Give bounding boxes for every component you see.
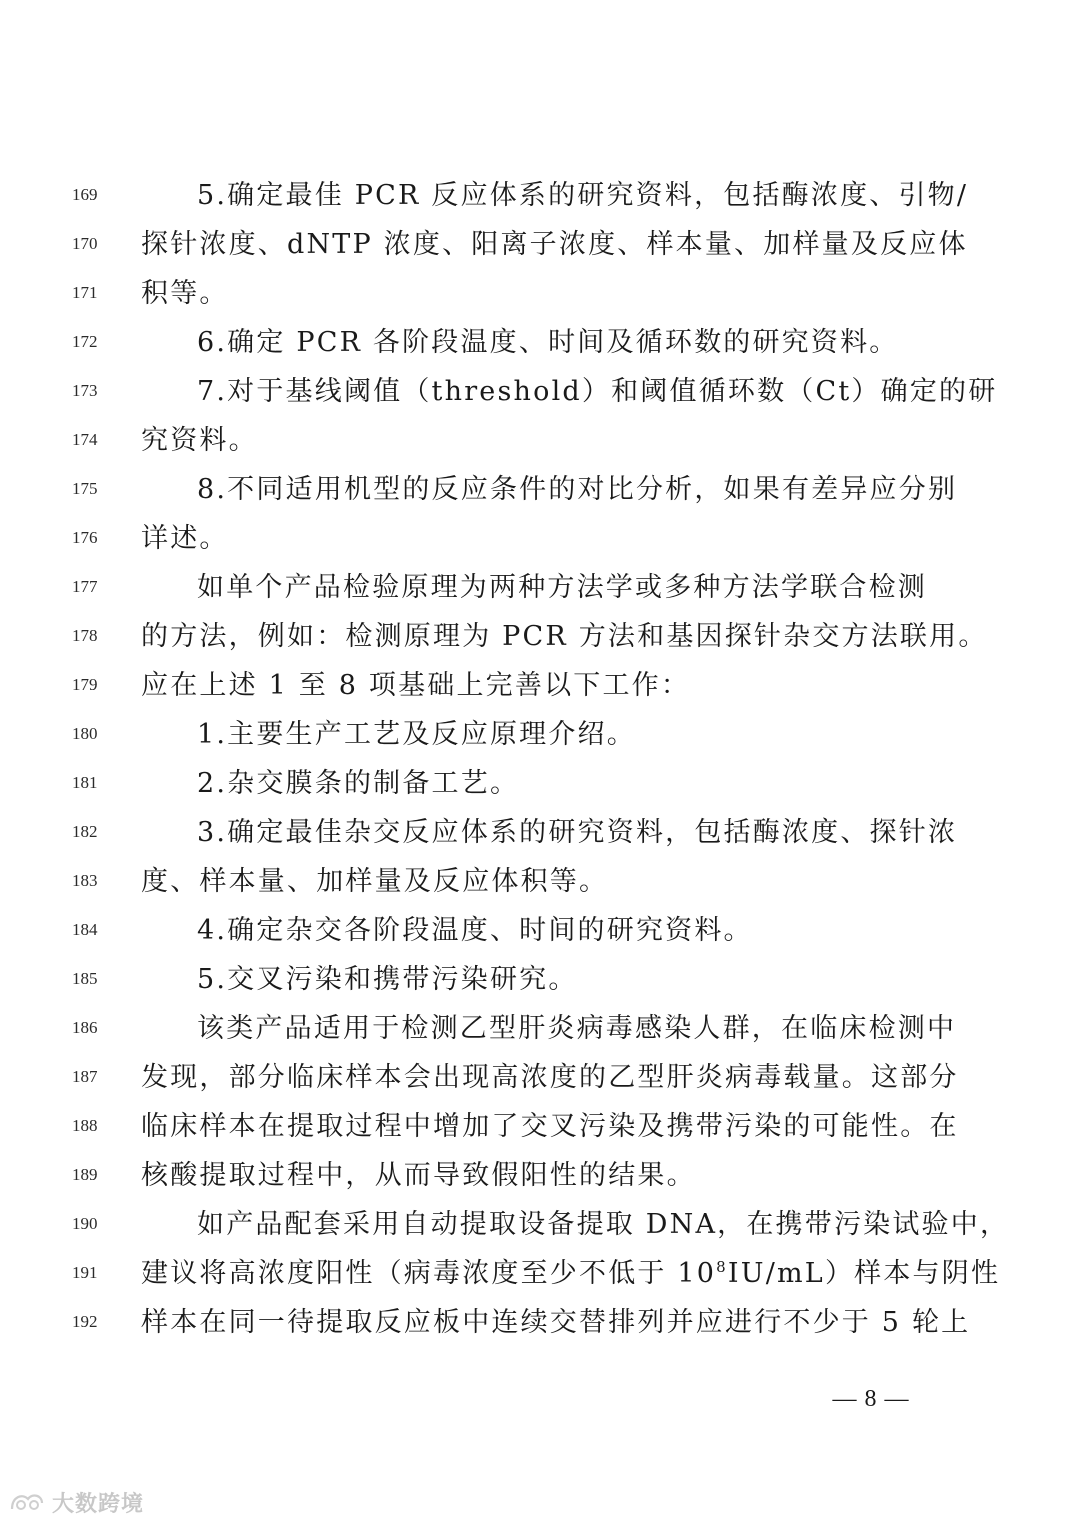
line-number: 175 [72,479,98,498]
text-line [0,1298,1080,1347]
text-line [0,1053,1080,1102]
line-text: 的方法，例如：检测原理为 PCR 方法和基因探针杂交方法联用。 [141,621,988,652]
line-text: 如产品配套采用自动提取设备提取 DNA，在携带污染试验中， [197,1209,1010,1240]
text-line [0,465,1080,514]
line-number: 186 [72,1018,98,1037]
text-line [0,563,1080,612]
text-line [0,171,1080,220]
line-number: 172 [72,332,98,351]
line-number: 169 [72,185,98,204]
text-line [0,514,1080,563]
line-text: 临床样本在提取过程中增加了交叉污染及携带污染的可能性。在 [141,1111,959,1142]
line-text: 积等。 [141,278,229,309]
line-number: 184 [72,920,98,939]
text-line [0,1004,1080,1053]
line-number: 189 [72,1165,98,1184]
text-line [0,1151,1080,1200]
line-text [141,1249,1001,1298]
text-line [0,1200,1080,1249]
line-number: 181 [72,773,98,792]
text-line [0,318,1080,367]
page-number: — 8 — [832,1386,910,1412]
text-line [0,220,1080,269]
line-text: 5.确定最佳 PCR 反应体系的研究资料，包括酶浓度、引物/ [197,180,969,211]
text-line [0,857,1080,906]
line-number: 176 [72,528,98,547]
line-number: 185 [72,969,98,988]
text-line [0,906,1080,955]
line-number: 171 [72,283,98,302]
line-number: 190 [72,1214,98,1233]
line-text: 详述。 [141,523,229,554]
line-text: 核酸提取过程中，从而导致假阳性的结果。 [141,1160,696,1191]
line-text: 应在上述 1 至 8 项基础上完善以下工作： [141,670,691,701]
text-line [0,612,1080,661]
line-number: 192 [72,1312,98,1331]
line-text: 2.杂交膜条的制备工艺。 [197,768,520,799]
text-line [0,367,1080,416]
text-line [0,269,1080,318]
text-line [0,1249,1080,1298]
line-number: 183 [72,871,98,890]
line-text: 探针浓度、dNTP 浓度、阳离子浓度、样本量、加样量及反应体 [141,229,968,260]
line-text-part: IU/mL）样本与阴性 [727,1258,1001,1289]
line-text-part: 建议将高浓度阳性（病毒浓度至少不低于 10 [141,1258,717,1289]
line-number: 170 [72,234,98,253]
text-line [0,955,1080,1004]
line-number: 180 [72,724,98,743]
watermark-text: 大数跨境 [52,1491,145,1517]
line-number: 177 [72,577,98,596]
watermark-logo-icon [8,1489,48,1515]
line-number: 179 [72,675,98,694]
line-text: 究资料。 [141,425,258,456]
line-text: 发现，部分临床样本会出现高浓度的乙型肝炎病毒载量。这部分 [141,1062,959,1093]
text-line [0,661,1080,710]
line-text: 3.确定最佳杂交反应体系的研究资料，包括酶浓度、探针浓 [197,817,958,848]
text-line [0,1102,1080,1151]
line-text: 1.主要生产工艺及反应原理介绍。 [197,719,636,750]
line-text: 6.确定 PCR 各阶段温度、时间及循环数的研究资料。 [197,327,899,358]
line-text: 该类产品适用于检测乙型肝炎病毒感染人群，在临床检测中 [197,1013,957,1044]
text-line [0,808,1080,857]
text-line [0,710,1080,759]
text-line [0,416,1080,465]
line-text: 度、样本量、加样量及反应体积等。 [141,866,609,897]
line-number: 187 [72,1067,98,1086]
line-text: 7.对于基线阈值（threshold）和阈值循环数（Ct）确定的研 [197,376,998,407]
line-text: 4.确定杂交各阶段温度、时间的研究资料。 [197,915,753,946]
line-text: 如单个产品检验原理为两种方法学或多种方法学联合检测 [197,572,927,603]
line-number: 188 [72,1116,98,1135]
line-number: 173 [72,381,98,400]
line-number: 191 [72,1263,98,1282]
line-number: 182 [72,822,98,841]
line-text: 5.交叉污染和携带污染研究。 [197,964,578,995]
line-text: 样本在同一待提取反应板中连续交替排列并应进行不少于 5 轮上 [141,1307,971,1338]
line-number: 178 [72,626,98,645]
text-line [0,759,1080,808]
watermark [8,1486,144,1518]
superscript-exponent: 8 [716,1258,728,1276]
line-text: 8.不同适用机型的反应条件的对比分析，如果有差异应分别 [197,474,958,505]
line-number: 174 [72,430,98,449]
